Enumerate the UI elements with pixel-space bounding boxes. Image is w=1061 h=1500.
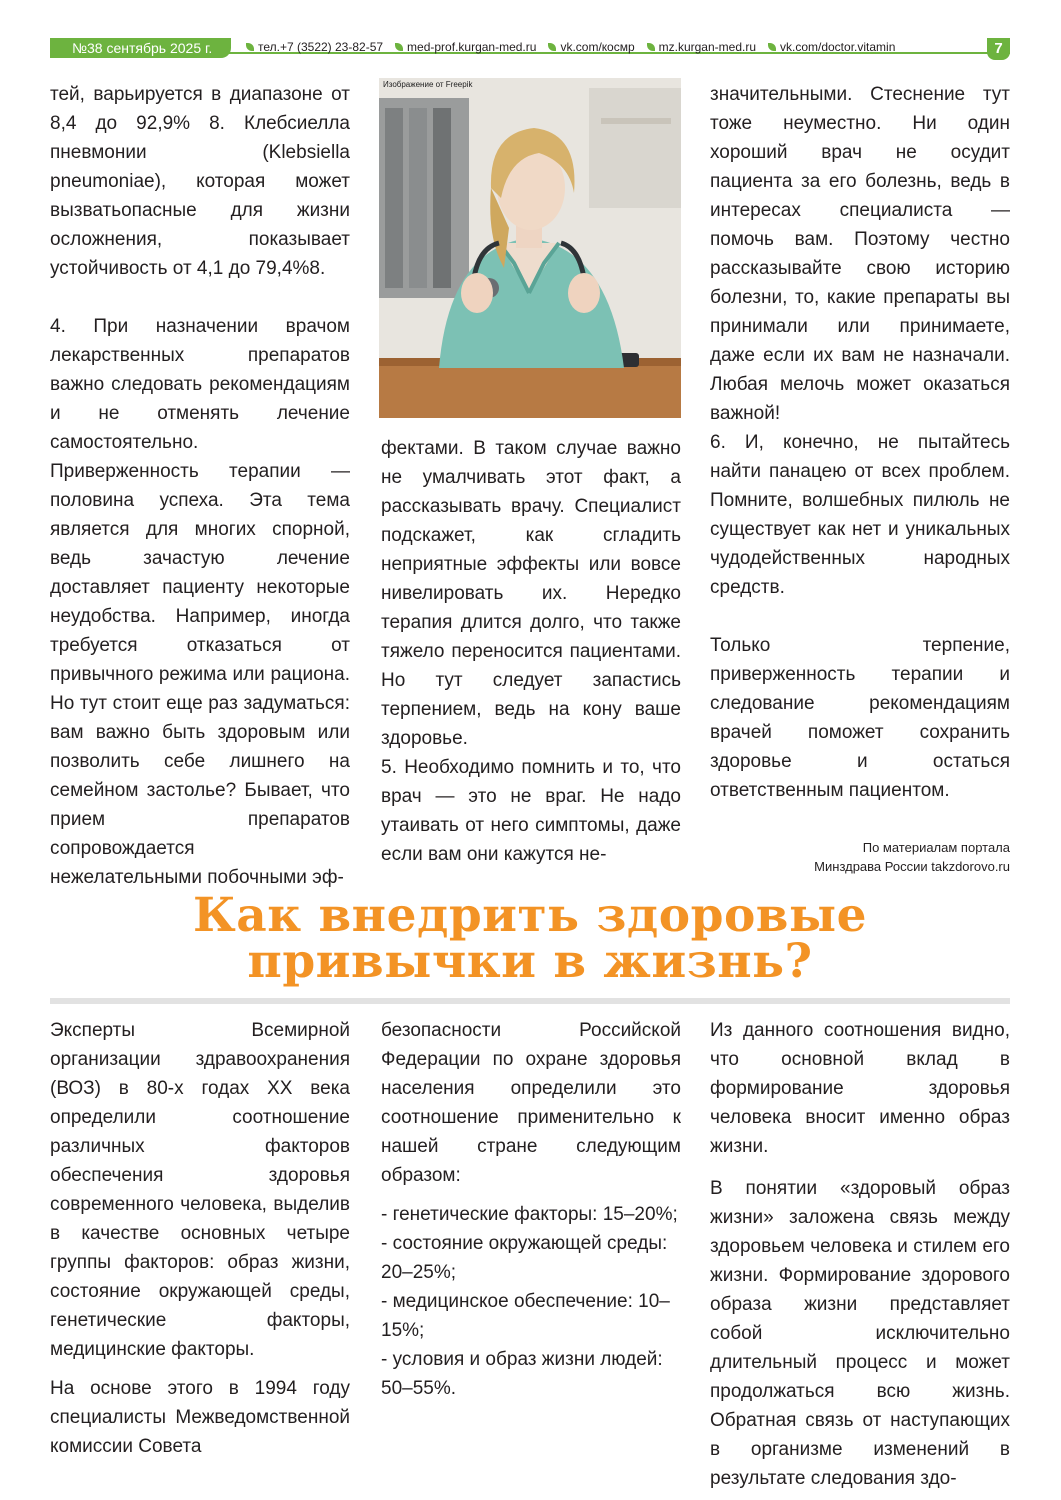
article2-paragraph: На основе этого в 1994 году специалисты Межведомственной комиссии Совета (50, 1378, 350, 1457)
list-item: - медицинское обеспечение: 10–15%; (381, 1291, 670, 1341)
source-line: Минздрава России takzdorovo.ru (814, 859, 1010, 874)
article1-paragraph: 4. При назначении врачом лекарственных препаратов важно следовать рекомендациям и не отменять лечение самостоятельно. Приверженность терапии — половина успеха. Эта тема является для многих спорной, ведь зачастую лечение доставляет пациенту некоторые неудобства. Например, иногда требуется отказаться от привычного режима или рациона. Но тут стоит еще раз задуматься: вам важно быть здоровым или позволить себе лишнего на семейном застолье? Бывает, что прием препаратов сопровождается нежелательными побочными эф- (50, 316, 350, 888)
article1-column-1 (50, 80, 350, 892)
page-number: 7 (987, 38, 1010, 60)
list-item: - состояние окружающей среды: 20–25%; (381, 1233, 668, 1283)
headline-line: Как внедрить здоровые (193, 888, 867, 943)
article2-column-3 (710, 1016, 1010, 1493)
article1-paragraph: Только терпение, приверженность терапии и следование рекомендациям врачей поможет сохранить здоровье и остаться ответственным пациентом. (710, 635, 1010, 801)
article1-paragraph: 6. И, конечно, не пытайтесь найти панацею от всех проблем. Помните, волшебных пилюль не существует как нет и уникальных чудодейственных народных средств. (710, 432, 1010, 598)
article1-source (700, 838, 1010, 876)
contact-phone: тел.+7 (3522) 23-82-57 (246, 38, 383, 56)
article2-paragraph: безопасности Российской Федерации по охране здоровья населения определили это соотношение применительно к нашей стране следующим образом: (381, 1020, 681, 1186)
header-contacts (246, 38, 976, 56)
leaf-icon (548, 43, 556, 51)
leaf-icon (246, 43, 254, 51)
article2-column-1 (50, 1016, 350, 1461)
contact-mz-site[interactable]: mz.kurgan-med.ru (647, 38, 756, 56)
photo-credit: Изображение от Freepik (383, 80, 473, 89)
article1-paragraph: значительными. Стеснение тут тоже неуместно. Ни один хороший врач не осудит пациента за его болезнь, ведь в интересах специалиста — помочь вам. Поэтому честно рассказывайте свою историю болезни, то, какие препараты вы принимали или принимаете, даже если их вам не назначали. Любая мелочь может оказаться важной! (710, 84, 1010, 424)
factor-list (381, 1200, 681, 1403)
source-line: По материалам портала (862, 840, 1010, 855)
doctor-illustration (379, 78, 681, 418)
leaf-icon (768, 43, 776, 51)
article1-paragraph: 5. Необходимо помнить и то, что врач — это не враг. Не надо утаивать от него симптомы, даже если вам они кажутся не- (381, 757, 681, 865)
article2-column-2 (381, 1016, 681, 1403)
article2-paragraph: В понятии «здоровый образ жизни» заложена связь между здоровьем человека и стилем его жизни. Формирование здорового образа жизни представляет собой исключительно длительный процесс и может продолжаться всю жизнь. Обратная связь от наступающих в организме изменений в результате следования здо- (710, 1178, 1010, 1489)
article2-paragraph: Из данного соотношения видно, что основной вклад в формирование здоровья человека вносит именно образ жизни. (710, 1020, 1010, 1157)
doctor-photo (379, 78, 681, 418)
contact-site[interactable]: med-prof.kurgan-med.ru (395, 38, 536, 56)
leaf-icon (395, 43, 403, 51)
list-item: - генетические факторы: 15–20%; (381, 1204, 678, 1225)
article2-headline (50, 888, 1010, 989)
leaf-icon (647, 43, 655, 51)
headline-line: привычки в жизнь? (247, 934, 813, 989)
article2-paragraph: Эксперты Всемирной организации здравоохранения (ВОЗ) в 80-х годах XX века определили соотношение различных факторов обеспечения здоровья современного человека, выделив в качестве основных четыре группы факторов: образ жизни, состояние окружающей среды, генетические факторы, медицинские факторы. (50, 1020, 350, 1360)
article1-column-2 (381, 434, 681, 869)
contact-vk-kocmp[interactable]: vk.com/кocмp (548, 38, 634, 56)
article1-column-3 (710, 80, 1010, 805)
contact-vk-doctor-vitamin[interactable]: vk.com/doctor.vitamin (768, 38, 895, 56)
article1-paragraph: фектами. В таком случае важно не умалчивать этот факт, а рассказывать врачу. Специалист подскажет, как сгладить неприятные эффекты или вовсе нивелировать их. Нередко терапия длится долго, что также тяжело переносится пациентами. Но тут следует запастись терпением, ведь на кону ваше здоровье. (381, 438, 681, 749)
issue-badge: №38 сентябрь 2025 г. (50, 38, 231, 58)
article1-paragraph: тей, варьируется в диапазоне от 8,4 до 92,9% 8. Клебсиелла пневмонии (Klebsiella pneumoniae), которая может вызватьопасные для жизни осложнения, показывает устойчивость от 4,1 до 79,4%8. (50, 84, 350, 279)
list-item: - условия и образ жизни людей: 50–55%. (381, 1349, 663, 1399)
headline-rule (50, 998, 1010, 1004)
